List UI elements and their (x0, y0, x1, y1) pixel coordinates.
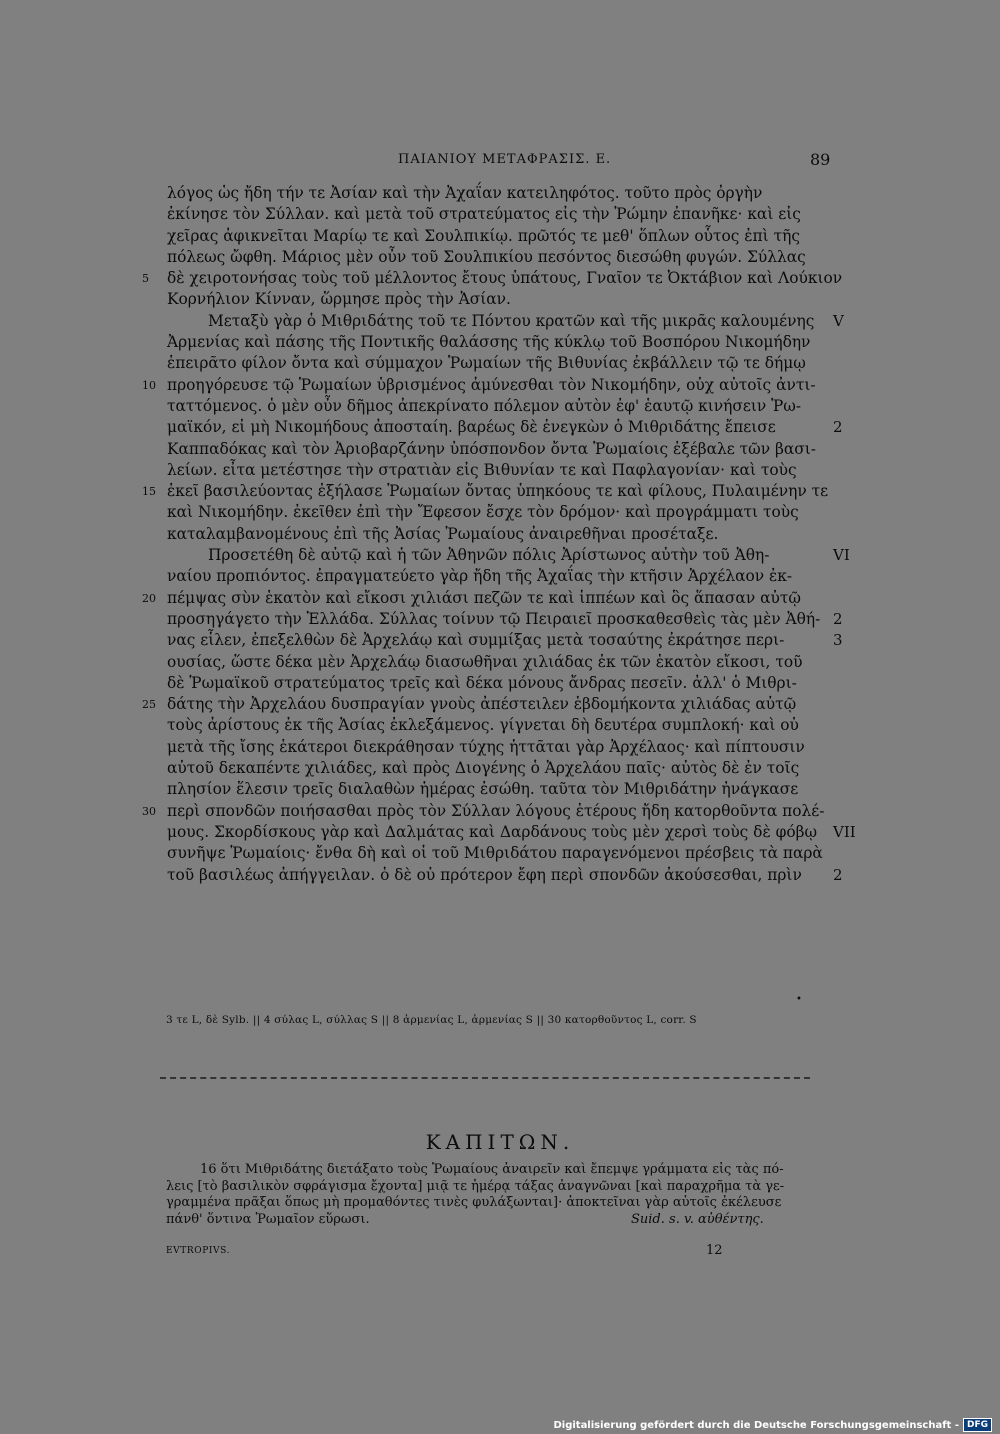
text-line (0, 396, 1000, 417)
line-text: τοῦ βασιλέως ἀπήγγειλαν. ὁ δὲ οὐ πρότερον ἔφη περὶ σπονδῶν ἀκούσεσθαι, πρὶν (167, 865, 802, 884)
text-line (0, 843, 1000, 864)
kephalaion-title: ΚΑΠΙΤΩΝ. (425, 1130, 575, 1154)
line-number: 15 (142, 485, 156, 499)
text-line (0, 353, 1000, 374)
dfg-logo: DFG (963, 1418, 992, 1432)
text-line (0, 673, 1000, 694)
text-line (0, 694, 1000, 715)
fragment-line-text: λεις [τὸ βασιλικὸν σφράγισμα ἔχοντα] μιᾷ τε ἡμέρᾳ τάξας ἀναγνῶναι [καὶ παραχρῆμα τὰ γε- (166, 1178, 785, 1194)
margin-chapter-number: 2 (833, 865, 843, 884)
line-text: λείων. εἶτα μετέστησε τὴν στρατιὰν εἰς Βιθυνίαν τε καὶ Παφλαγονίαν· καὶ τοὺς (167, 460, 797, 479)
digitization-credit (553, 1418, 992, 1432)
margin-chapter-number: VI (833, 546, 850, 565)
text-line (0, 758, 1000, 779)
running-header (0, 152, 1000, 174)
fragment-line (0, 1212, 1000, 1229)
text-line (0, 332, 1000, 353)
stray-dot: • (796, 994, 802, 1005)
text-line (0, 715, 1000, 736)
line-text: συνῆψε Ῥωμαίοις· ἔνθα δὴ καὶ οἱ τοῦ Μιθριδάτου παραγενόμενοι πρέσβεις τὰ παρὰ (167, 844, 823, 863)
fragment-line (0, 1162, 1000, 1179)
fragment-line (0, 1179, 1000, 1196)
text-line (0, 417, 1000, 438)
text-line (0, 822, 1000, 843)
text-line (0, 566, 1000, 587)
margin-chapter-number: 2 (833, 609, 843, 628)
text-line (0, 375, 1000, 396)
line-text: δὲ Ῥωμαϊκοῦ στρατεύματος τρεῖς καὶ δέκα μόνους ἄνδρας πεσεῖν. ἀλλ' ὁ Μιθρι- (167, 673, 797, 692)
text-line (0, 801, 1000, 822)
line-text: ἐκεῖ βασιλεύοντας ἐξήλασε Ῥωμαίων ὄντας ὑπηκόους τε καὶ φίλους, Πυλαιμένην τε (167, 482, 829, 501)
line-number: 25 (142, 698, 156, 712)
text-line (0, 247, 1000, 268)
line-text: καταλαμβανομένους ἐπὶ τῆς Ἀσίας Ῥωμαίους ἀναιρεθῆναι προσέταξε. (167, 524, 719, 543)
line-text: καὶ Νικομήδην. ἐκεῖθεν ἐπὶ τὴν Ἔφεσον ἔσχε τὸν δρόμον· καὶ προγράμματι τοὺς (167, 503, 799, 522)
text-line (0, 737, 1000, 758)
source-citation: Suid. s. v. αὐθέντης. (631, 1211, 764, 1227)
margin-chapter-number: VII (833, 822, 856, 841)
credit-text: Digitalisierung gefördert durch die Deutsche Forschungsgemeinschaft - (553, 1419, 959, 1431)
line-text: ἐπειρᾶτο φίλον ὄντα καὶ σύμμαχον Ῥωμαίων τῆς Βιθυνίας ἐκβάλλειν τῷ τε δήμῳ (167, 354, 806, 373)
text-line (0, 226, 1000, 247)
text-line (0, 588, 1000, 609)
line-number: 5 (142, 272, 149, 286)
line-text: μους. Σκορδίσκους γὰρ καὶ Δαλμάτας καὶ Δαρδάνους τοὺς μὲν χερσὶ τοὺς δὲ φόβῳ (167, 822, 818, 841)
line-number: 20 (142, 591, 156, 605)
text-line (0, 502, 1000, 523)
line-text: πλησίον ἕλεσιν τρεῖς διαλαθὼν ἡμέρας ἐσώθη. ταῦτα τὸν Μιθριδάτην ἠνάγκασε (167, 780, 799, 799)
line-text: Κορνήλιον Κίνναν, ὥρμησε πρὸς τὴν Ἀσίαν. (167, 290, 511, 309)
line-number: 30 (142, 804, 156, 818)
fragment-line-text: γραμμένα πρᾶξαι ὅπως μὴ προμαθόντες τινὲς φυλάξωνται]· ἀποκτεῖναι γὰρ αὐτοῖς ἐκέλευσε (166, 1195, 782, 1210)
text-line (0, 545, 1000, 566)
critical-apparatus: 3 τε L, δὲ Sylb. || 4 σύλας L, σύλλας S || 8 ἀρμενίας L, ἀρμενίας S || 30 κατορθοῦντος L, corr. S (166, 1014, 697, 1026)
fragment-line-text: 16 ὅτι Μιθριδάτης διετάξατο τοὺς Ῥωμαίους ἀναιρεῖν καὶ ἔπεμψε γράμματα εἰς τὰς πό- (200, 1162, 784, 1177)
line-text: Ἀρμενίας καὶ πάσης τῆς Ποντικῆς θαλάσσης τῆς κύκλῳ τοῦ Βοσπόρου Νικομήδην (167, 333, 811, 352)
line-text: δὲ χειροτονήσας τοὺς τοῦ μέλλοντος ἔτους ὑπάτους, Γναῖον τε Ὀκτάβιον καὶ Λούκιον (167, 269, 843, 288)
line-text: τοὺς ἀρίστους ἐκ τῆς Ἀσίας ἐκλεξάμενος. γίγνεται δὴ δευτέρα συμπλοκή· καὶ οὐ (167, 716, 799, 735)
text-line (0, 311, 1000, 332)
line-text: προηγόρευσε τῷ Ῥωμαίων ὑβρισμένος ἀμύνεσθαι τὸν Νικομήδην, οὐχ αὐτοῖς ἀντι- (167, 375, 816, 394)
line-text: νας εἷλεν, ἐπεξελθὼν δὲ Ἀρχελάῳ καὶ συμμίξας μετὰ τοσαύτης ἐκράτησε περι- (167, 631, 785, 650)
line-text: πόλεως ὤφθη. Μάριος μὲν οὖν τοῦ Σουλπικίου πεσόντος διεσώθη φυγών. Σύλλας (167, 247, 806, 266)
divider-rule (160, 1077, 810, 1079)
text-line (0, 481, 1000, 502)
line-text: Προσετέθη δὲ αὐτῷ καὶ ἡ τῶν Ἀθηνῶν πόλις Ἀρίστωνος αὐτὴν τοῦ Ἀθη- (208, 546, 770, 565)
margin-chapter-number: 3 (833, 631, 843, 650)
signature-mark: EVTROPIVS. (166, 1246, 231, 1256)
fragment-line (0, 1195, 1000, 1212)
text-line (0, 204, 1000, 225)
text-line (0, 268, 1000, 289)
line-text: ουσίας, ὥστε δέκα μὲν Ἀρχελάῳ διασωθῆναι χιλιάδας ἐκ τῶν ἑκατὸν εἴκοσι, τοῦ (167, 652, 803, 671)
text-line (0, 524, 1000, 545)
line-text: Μεταξὺ γὰρ ὁ Μιθριδάτης τοῦ τε Πόντου κρατῶν καὶ τῆς μικρᾶς καλουμένης (208, 311, 815, 330)
text-line (0, 289, 1000, 310)
text-line (0, 460, 1000, 481)
kephalaion-fragment (0, 1162, 1000, 1228)
text-line (0, 865, 1000, 886)
text-line (0, 609, 1000, 630)
line-text: μετὰ τῆς ἴσης ἑκάτεροι διεκράθησαν τύχης ἡττᾶται γὰρ Ἀρχέλαος· καὶ πίπτουσιν (167, 737, 805, 756)
page-number: 89 (810, 150, 831, 169)
line-text: προσηγάγετο τὴν Ἑλλάδα. Σύλλας τοίνυν τῷ Πειραιεῖ προσκαθεσθεὶς τὰς μὲν Ἀθή- (167, 609, 821, 628)
text-line (0, 652, 1000, 673)
line-text: περὶ σπονδῶν ποιήσασθαι πρὸς τὸν Σύλλαν λόγους ἑτέρους ἤδη κατορθοῦντα πολέ- (167, 801, 825, 820)
text-line (0, 779, 1000, 800)
margin-chapter-number: 2 (833, 418, 843, 437)
line-text: Καππαδόκας καὶ τὸν Ἀριοβαρζάνην ὑπόσπονδον ὄντα Ῥωμαίοις ἐξέβαλε τῶν βασι- (167, 439, 816, 458)
main-text (0, 183, 1000, 886)
line-text: ἐκίνησε τὸν Σύλλαν. καὶ μετὰ τοῦ στρατεύματος εἰς τὴν Ῥώμην ἐπανῆκε· καὶ εἰς (167, 205, 801, 224)
sheet-number: 12 (706, 1243, 723, 1258)
line-text: χεῖρας ἀφικνεῖται Μαρίῳ τε καὶ Σουλπικίῳ. πρῶτός τε μεθ' ὅπλων οὗτος ἐπὶ τῆς (167, 226, 800, 245)
line-text: δάτης τὴν Ἀρχελάου δυσπραγίαν γνοὺς ἀπέστειλεν ἑβδομήκοντα χιλιάδας αὐτῷ (167, 695, 797, 714)
fragment-line-text: πάνθ' ὅντινα Ῥωμαῖον εὕρωσι. (166, 1211, 370, 1227)
margin-chapter-number: V (833, 311, 844, 330)
running-title: ΠΑΙΑΝΙΟΥ ΜΕΤΑΦΡΑΣΙΣ. Ε. (398, 152, 612, 167)
line-text: αὐτοῦ δεκαπέντε χιλιάδες, καὶ πρὸς Διογένης ὁ Ἀρχελάου παῖς· αὐτὸς δὲ ἐν τοῖς (167, 759, 800, 778)
text-line (0, 183, 1000, 204)
text-line (0, 439, 1000, 460)
line-text: ναίου προπιόντος. ἐπραγματεύετο γὰρ ἤδη τῆς Ἀχαΐας τὴν κτῆσιν Ἀρχέλαον ἐκ- (167, 567, 793, 586)
line-text: ταττόμενος. ὁ μὲν οὖν δῆμος ἀπεκρίνατο πόλεμον αὐτὸν ἐφ' ἑαυτῷ κινήσειν Ῥω- (167, 396, 802, 415)
text-line (0, 630, 1000, 651)
line-text: μαϊκόν, εἰ μὴ Νικομήδους ἀποσταίη. βαρέως δὲ ἐνεγκὼν ὁ Μιθριδάτης ἔπεισε (167, 418, 776, 437)
line-text: λόγος ὡς ἤδη τήν τε Ἀσίαν καὶ τὴν Ἀχαΐαν κατειληφότος. τοῦτο πρὸς ὀργὴν (167, 184, 763, 202)
line-number: 10 (142, 378, 156, 392)
line-text: πέμψας σὺν ἑκατὸν καὶ εἴκοσι χιλιάσι πεζῶν τε καὶ ἱππέων καὶ ὃς ἅπασαν αὐτῷ (167, 588, 801, 607)
